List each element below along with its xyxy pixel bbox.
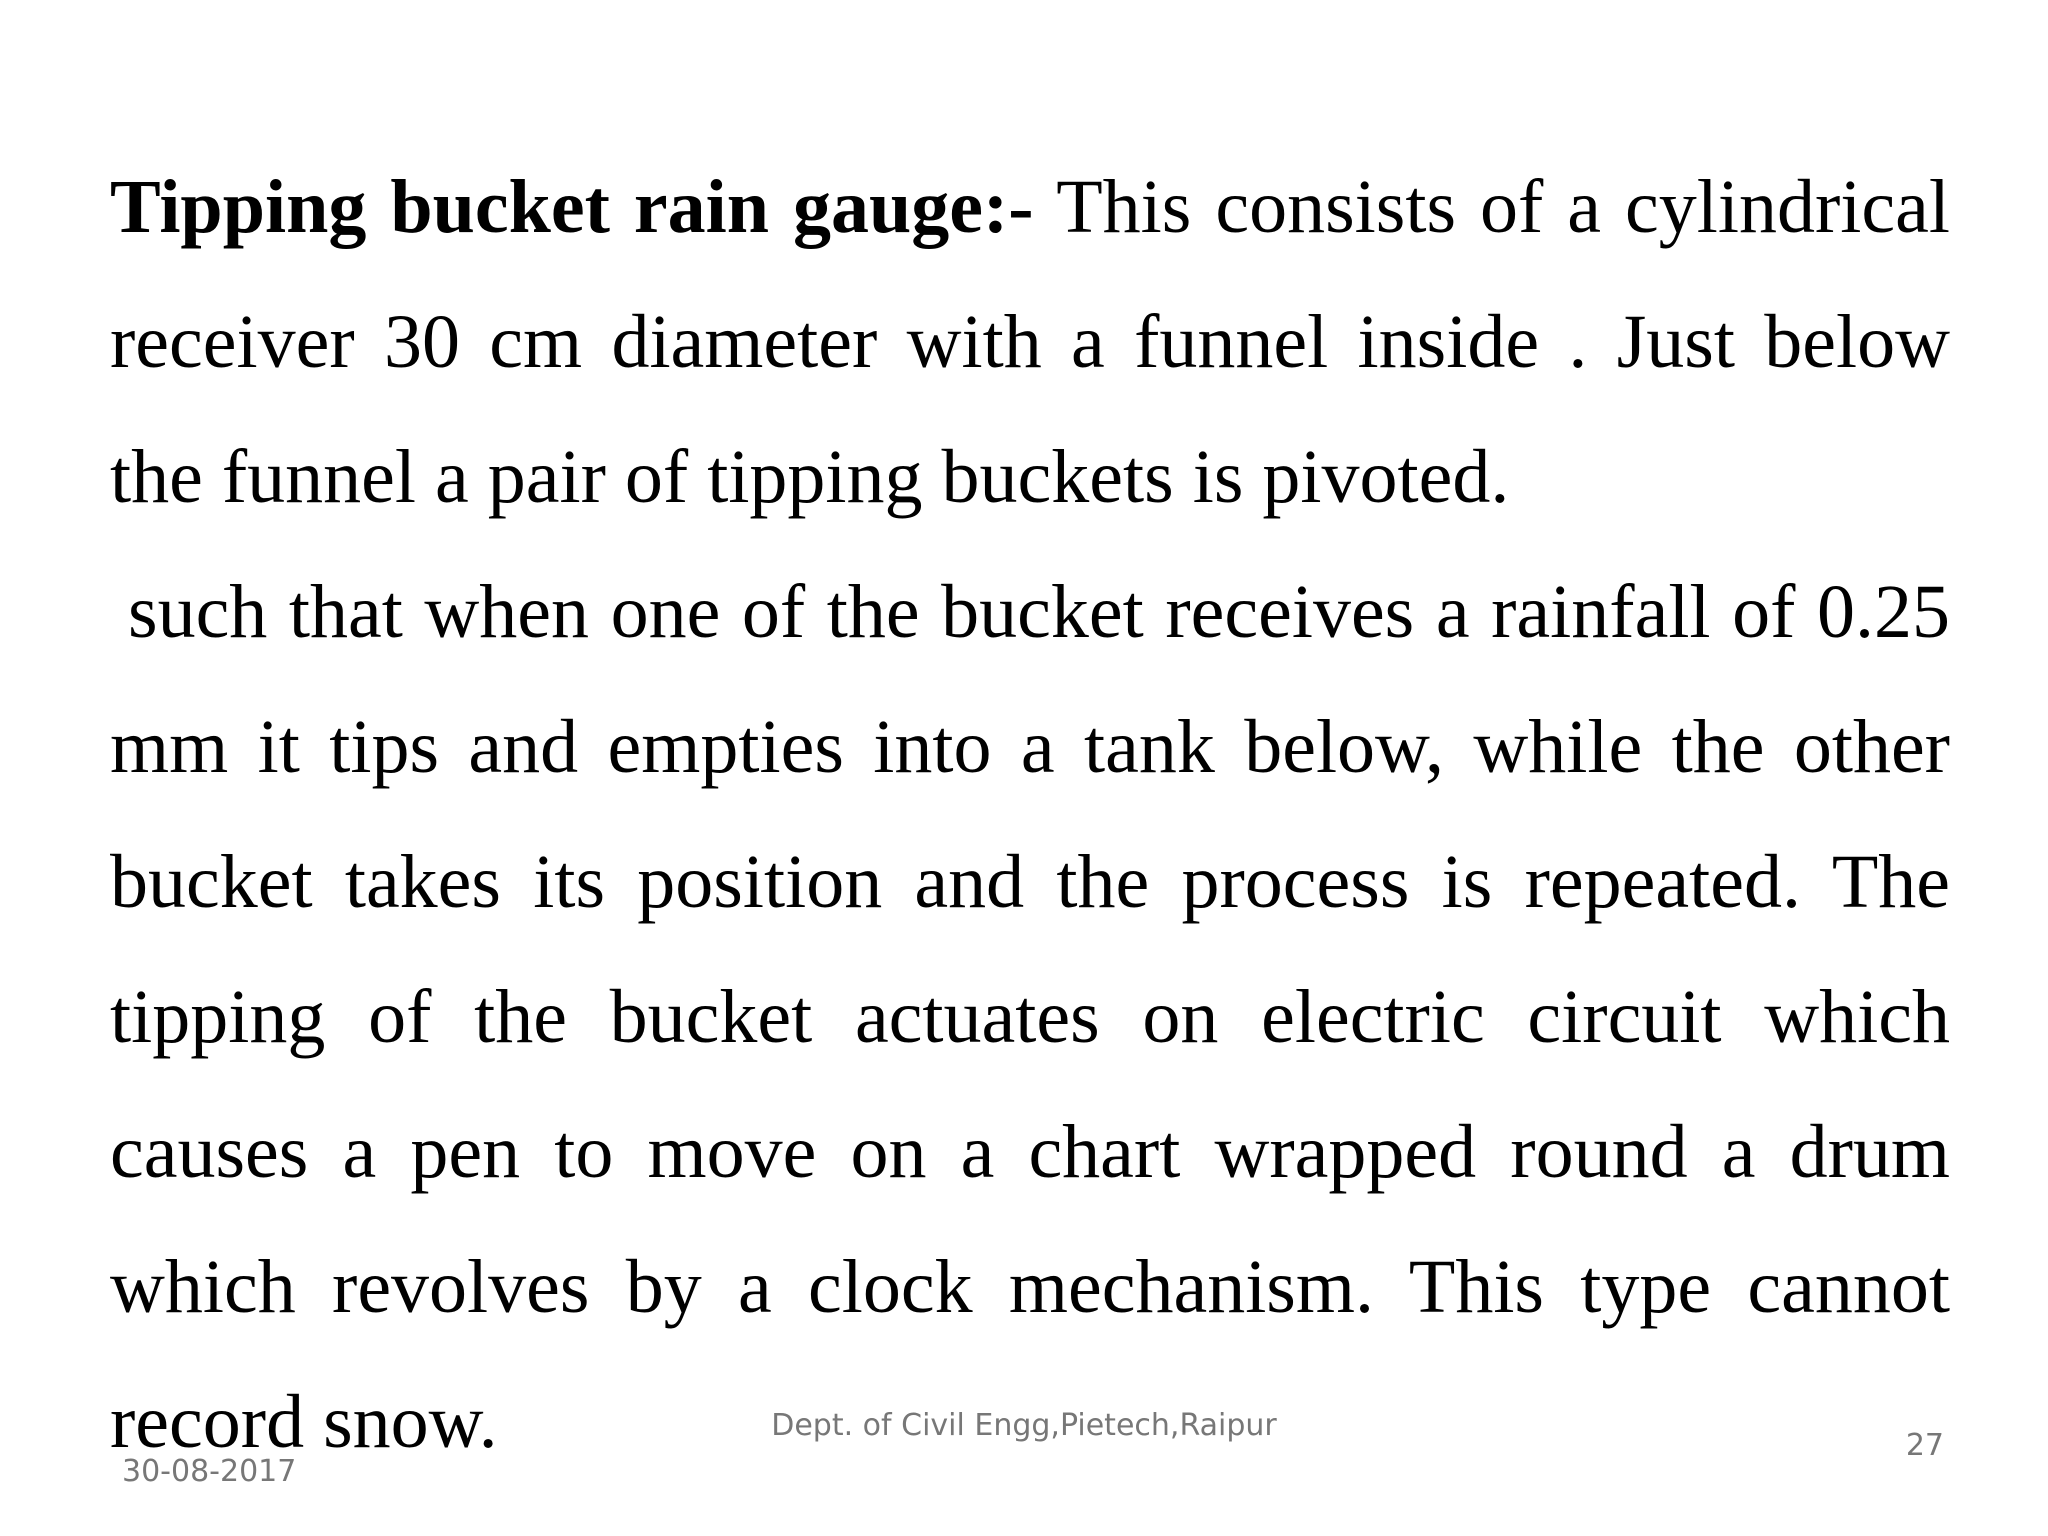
paragraph-1-text: This consists of a cylindrical receiver 30 cm diameter with a funnel inside . Just below the funnel a pair of tipping buckets is pivoted. [110, 165, 1950, 519]
paragraph-1 [110, 140, 1950, 545]
paragraph-2: such that when one of the bucket receives a rainfall of 0.25 mm it tips and empties into a tank below, while the other bucket takes its position and the process is repeated. The tipping of the bucket actuates on electric circuit which causes a pen to move on a chart wrapped round a drum which revolves by a clock mechanism. This type cannot record snow. [110, 570, 1950, 1464]
footer-date: 30-08-2017 [122, 1454, 297, 1489]
page-number: 27 [1905, 1428, 1944, 1463]
footer-department: Dept. of Civil Engg,Pietech,Raipur [771, 1408, 1277, 1443]
slide-heading: Tipping bucket rain gauge:- [110, 165, 1034, 249]
slide-content [110, 140, 1950, 1490]
